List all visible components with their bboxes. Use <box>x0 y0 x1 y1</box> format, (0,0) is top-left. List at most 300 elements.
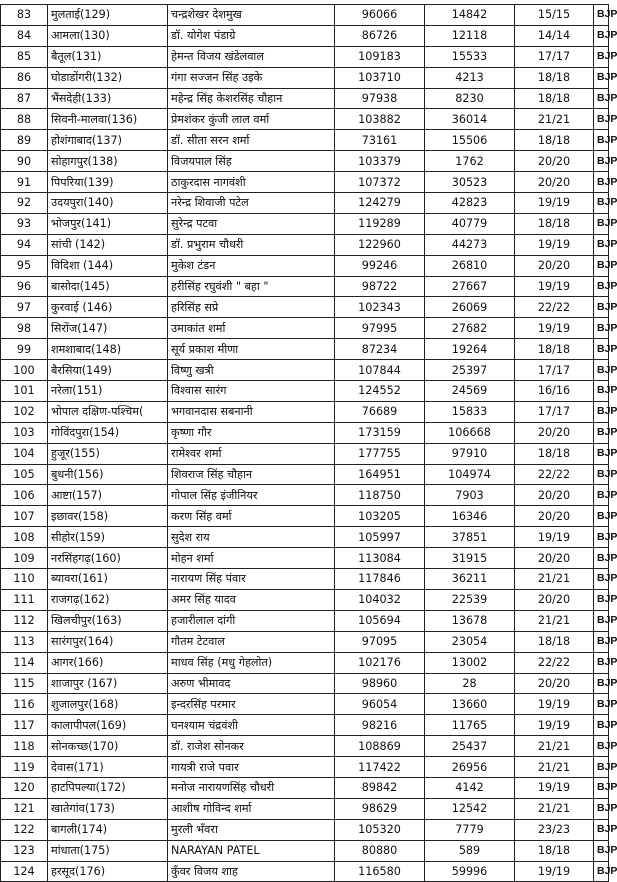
serial-number-cell: 94 <box>1 234 48 255</box>
table-row <box>1 840 609 861</box>
candidate-cell: डॉ. राजेश सोनकर <box>168 736 335 757</box>
table-row <box>1 527 609 548</box>
candidate-cell: भगवानदास सबनानी <box>168 401 335 422</box>
margin-cell: 27667 <box>425 276 515 297</box>
constituency-cell: बासोदा(145) <box>48 276 168 297</box>
party-cell: BJP <box>594 798 609 819</box>
table-row <box>1 757 609 778</box>
margin-cell: 4213 <box>425 67 515 88</box>
party-cell: BJP <box>594 736 609 757</box>
votes-cell: 124279 <box>335 193 425 214</box>
party-cell: BJP <box>594 130 609 151</box>
rounds-cell: 16/16 <box>515 381 594 402</box>
margin-cell: 11765 <box>425 715 515 736</box>
table-row <box>1 360 609 381</box>
votes-cell: 105320 <box>335 819 425 840</box>
margin-cell: 22539 <box>425 589 515 610</box>
margin-cell: 28 <box>425 673 515 694</box>
constituency-cell: कालापीपल(169) <box>48 715 168 736</box>
rounds-cell: 20/20 <box>515 422 594 443</box>
candidate-cell: हरीसिंह रघुवंशी " बहा " <box>168 276 335 297</box>
constituency-cell: सोहागपुर(138) <box>48 151 168 172</box>
constituency-cell: नरसिंहगढ़(160) <box>48 548 168 569</box>
rounds-cell: 19/19 <box>515 527 594 548</box>
results-table-body <box>1 5 617 882</box>
rounds-cell: 21/21 <box>515 569 594 590</box>
votes-cell: 102343 <box>335 297 425 318</box>
party-cell: BJP <box>594 694 609 715</box>
candidate-cell: विष्णु खत्री <box>168 360 335 381</box>
constituency-cell: कुरवाई (146) <box>48 297 168 318</box>
rounds-cell: 19/19 <box>515 234 594 255</box>
candidate-cell: चन्द्रशेखर देशमुख <box>168 5 335 26</box>
candidate-cell: मनोज नारायणसिंह चौधरी <box>168 777 335 798</box>
votes-cell: 107372 <box>335 172 425 193</box>
rounds-cell: 22/22 <box>515 464 594 485</box>
table-row <box>1 318 609 339</box>
party-cell: BJP <box>594 819 609 840</box>
candidate-cell: विश्वास सारंग <box>168 381 335 402</box>
serial-number-cell: 122 <box>1 819 48 840</box>
table-row <box>1 276 609 297</box>
votes-cell: 177755 <box>335 443 425 464</box>
margin-cell: 44273 <box>425 234 515 255</box>
constituency-cell: सीहोर(159) <box>48 527 168 548</box>
votes-cell: 87234 <box>335 339 425 360</box>
rounds-cell: 20/20 <box>515 485 594 506</box>
serial-number-cell: 90 <box>1 151 48 172</box>
margin-cell: 25437 <box>425 736 515 757</box>
rounds-cell: 19/19 <box>515 715 594 736</box>
party-cell: BJP <box>594 109 609 130</box>
party-cell: BJP <box>594 25 609 46</box>
constituency-cell: देवास(171) <box>48 757 168 778</box>
party-cell: BJP <box>594 234 609 255</box>
votes-cell: 89842 <box>335 777 425 798</box>
party-cell: BJP <box>594 46 609 67</box>
candidate-cell: सुरेन्द्र पटवा <box>168 213 335 234</box>
margin-cell: 26069 <box>425 297 515 318</box>
margin-cell: 24569 <box>425 381 515 402</box>
serial-number-cell: 103 <box>1 422 48 443</box>
constituency-cell: सोनकच्छ(170) <box>48 736 168 757</box>
table-row <box>1 109 609 130</box>
candidate-cell: मुरली भँवरा <box>168 819 335 840</box>
serial-number-cell: 108 <box>1 527 48 548</box>
serial-number-cell: 121 <box>1 798 48 819</box>
votes-cell: 117846 <box>335 569 425 590</box>
rounds-cell: 21/21 <box>515 109 594 130</box>
constituency-cell: ब्यावरा(161) <box>48 569 168 590</box>
constituency-cell: शमशाबाद(148) <box>48 339 168 360</box>
rounds-cell: 17/17 <box>515 360 594 381</box>
table-row <box>1 589 609 610</box>
constituency-cell: होशंगाबाद(137) <box>48 130 168 151</box>
rounds-cell: 18/18 <box>515 213 594 234</box>
serial-number-cell: 104 <box>1 443 48 464</box>
votes-cell: 109183 <box>335 46 425 67</box>
party-cell: BJP <box>594 172 609 193</box>
margin-cell: 8230 <box>425 88 515 109</box>
votes-cell: 103205 <box>335 506 425 527</box>
votes-cell: 118750 <box>335 485 425 506</box>
votes-cell: 86726 <box>335 25 425 46</box>
margin-cell: 36211 <box>425 569 515 590</box>
serial-number-cell: 114 <box>1 652 48 673</box>
candidate-cell: ठाकुरदास नागवंशी <box>168 172 335 193</box>
rounds-cell: 18/18 <box>515 443 594 464</box>
table-row <box>1 297 609 318</box>
rounds-cell: 21/21 <box>515 610 594 631</box>
candidate-cell: गायत्री राजे पवार <box>168 757 335 778</box>
votes-cell: 105694 <box>335 610 425 631</box>
serial-number-cell: 83 <box>1 5 48 26</box>
table-row <box>1 5 609 26</box>
margin-cell: 13002 <box>425 652 515 673</box>
margin-cell: 589 <box>425 840 515 861</box>
serial-number-cell: 85 <box>1 46 48 67</box>
votes-cell: 103710 <box>335 67 425 88</box>
candidate-cell: मुकेश टंडन <box>168 255 335 276</box>
rounds-cell: 20/20 <box>515 548 594 569</box>
serial-number-cell: 89 <box>1 130 48 151</box>
margin-cell: 36014 <box>425 109 515 130</box>
margin-cell: 30523 <box>425 172 515 193</box>
serial-number-cell: 95 <box>1 255 48 276</box>
constituency-cell: आमला(130) <box>48 25 168 46</box>
margin-cell: 104974 <box>425 464 515 485</box>
votes-cell: 104032 <box>335 589 425 610</box>
party-cell: BJP <box>594 757 609 778</box>
constituency-cell: सिरोंज(147) <box>48 318 168 339</box>
serial-number-cell: 101 <box>1 381 48 402</box>
serial-number-cell: 105 <box>1 464 48 485</box>
rounds-cell: 18/18 <box>515 631 594 652</box>
constituency-cell: विदिशा (144) <box>48 255 168 276</box>
constituency-cell: राजगढ़(162) <box>48 589 168 610</box>
serial-number-cell: 97 <box>1 297 48 318</box>
margin-cell: 59996 <box>425 861 515 882</box>
constituency-cell: हरसूद(176) <box>48 861 168 882</box>
party-cell: BJP <box>594 715 609 736</box>
rounds-cell: 19/19 <box>515 193 594 214</box>
rounds-cell: 18/18 <box>515 88 594 109</box>
party-cell: BJP <box>594 318 609 339</box>
table-row <box>1 715 609 736</box>
rounds-cell: 21/21 <box>515 757 594 778</box>
votes-cell: 124552 <box>335 381 425 402</box>
votes-cell: 98629 <box>335 798 425 819</box>
margin-cell: 15533 <box>425 46 515 67</box>
table-row <box>1 569 609 590</box>
party-cell: BJP <box>594 673 609 694</box>
votes-cell: 98216 <box>335 715 425 736</box>
party-cell: BJP <box>594 255 609 276</box>
serial-number-cell: 113 <box>1 631 48 652</box>
table-row <box>1 798 609 819</box>
party-cell: BJP <box>594 67 609 88</box>
table-row <box>1 151 609 172</box>
constituency-cell: गोविंदपुरा(154) <box>48 422 168 443</box>
margin-cell: 13678 <box>425 610 515 631</box>
margin-cell: 19264 <box>425 339 515 360</box>
serial-number-cell: 117 <box>1 715 48 736</box>
serial-number-cell: 98 <box>1 318 48 339</box>
rounds-cell: 18/18 <box>515 130 594 151</box>
table-row <box>1 464 609 485</box>
margin-cell: 106668 <box>425 422 515 443</box>
party-cell: BJP <box>594 464 609 485</box>
party-cell: BJP <box>594 610 609 631</box>
party-cell: BJP <box>594 5 609 26</box>
party-cell: BJP <box>594 652 609 673</box>
table-row <box>1 548 609 569</box>
constituency-cell: भोपाल दक्षिण-पश्चिम( <box>48 401 168 422</box>
candidate-cell: मोहन शर्मा <box>168 548 335 569</box>
table-row <box>1 506 609 527</box>
party-cell: BJP <box>594 193 609 214</box>
table-row <box>1 861 609 882</box>
votes-cell: 97938 <box>335 88 425 109</box>
votes-cell: 76689 <box>335 401 425 422</box>
votes-cell: 108869 <box>335 736 425 757</box>
rounds-cell: 23/23 <box>515 819 594 840</box>
party-cell: BJP <box>594 485 609 506</box>
constituency-cell: बैतूल(131) <box>48 46 168 67</box>
rounds-cell: 19/19 <box>515 861 594 882</box>
votes-cell: 164951 <box>335 464 425 485</box>
candidate-cell: हेमन्त विजय खंडेलवाल <box>168 46 335 67</box>
constituency-cell: भोजपुर(141) <box>48 213 168 234</box>
serial-number-cell: 88 <box>1 109 48 130</box>
serial-number-cell: 112 <box>1 610 48 631</box>
votes-cell: 107844 <box>335 360 425 381</box>
rounds-cell: 19/19 <box>515 777 594 798</box>
serial-number-cell: 96 <box>1 276 48 297</box>
table-row <box>1 485 609 506</box>
rounds-cell: 19/19 <box>515 318 594 339</box>
constituency-cell: बैरसिया(149) <box>48 360 168 381</box>
table-row <box>1 736 609 757</box>
margin-cell: 27682 <box>425 318 515 339</box>
candidate-cell: गौतम टेटवाल <box>168 631 335 652</box>
rounds-cell: 15/15 <box>515 5 594 26</box>
votes-cell: 119289 <box>335 213 425 234</box>
party-cell: BJP <box>594 422 609 443</box>
party-cell: BJP <box>594 151 609 172</box>
margin-cell: 1762 <box>425 151 515 172</box>
party-cell: BJP <box>594 213 609 234</box>
constituency-cell: खिलचीपुर(163) <box>48 610 168 631</box>
candidate-cell: सूर्य प्रकाश मीणा <box>168 339 335 360</box>
serial-number-cell: 84 <box>1 25 48 46</box>
constituency-cell: आगर(166) <box>48 652 168 673</box>
margin-cell: 16346 <box>425 506 515 527</box>
margin-cell: 40779 <box>425 213 515 234</box>
table-row <box>1 234 609 255</box>
serial-number-cell: 115 <box>1 673 48 694</box>
table-row <box>1 88 609 109</box>
rounds-cell: 19/19 <box>515 694 594 715</box>
serial-number-cell: 109 <box>1 548 48 569</box>
party-cell: BJP <box>594 443 609 464</box>
candidate-cell: नरेन्द्र शिवाजी पटेल <box>168 193 335 214</box>
margin-cell: 42823 <box>425 193 515 214</box>
serial-number-cell: 116 <box>1 694 48 715</box>
margin-cell: 13660 <box>425 694 515 715</box>
table-row <box>1 819 609 840</box>
party-cell: BJP <box>594 88 609 109</box>
table-row <box>1 172 609 193</box>
serial-number-cell: 111 <box>1 589 48 610</box>
constituency-cell: घोडाडोंगरी(132) <box>48 67 168 88</box>
party-cell: BJP <box>594 297 609 318</box>
serial-number-cell: 100 <box>1 360 48 381</box>
votes-cell: 96054 <box>335 694 425 715</box>
serial-number-cell: 102 <box>1 401 48 422</box>
rounds-cell: 14/14 <box>515 25 594 46</box>
candidate-cell: कुँवर विजय शाह <box>168 861 335 882</box>
party-cell: BJP <box>594 527 609 548</box>
margin-cell: 15506 <box>425 130 515 151</box>
constituency-cell: सारंगपुर(164) <box>48 631 168 652</box>
rounds-cell: 17/17 <box>515 401 594 422</box>
rounds-cell: 21/21 <box>515 798 594 819</box>
party-cell: BJP <box>594 569 609 590</box>
candidate-cell: इन्दरसिंह परमार <box>168 694 335 715</box>
votes-cell: 122960 <box>335 234 425 255</box>
candidate-cell: प्रेमशंकर कुंजी लाल वर्मा <box>168 109 335 130</box>
constituency-cell: हुजूर(155) <box>48 443 168 464</box>
table-row <box>1 130 609 151</box>
rounds-cell: 20/20 <box>515 589 594 610</box>
party-cell: BJP <box>594 589 609 610</box>
margin-cell: 15833 <box>425 401 515 422</box>
candidate-cell: सुदेश राय <box>168 527 335 548</box>
candidate-cell: हजारीलाल दांगी <box>168 610 335 631</box>
votes-cell: 97095 <box>335 631 425 652</box>
table-row <box>1 631 609 652</box>
votes-cell: 102176 <box>335 652 425 673</box>
votes-cell: 99246 <box>335 255 425 276</box>
candidate-cell: घनश्याम चंद्रवंशी <box>168 715 335 736</box>
constituency-cell: सिवनी-मालवा(136) <box>48 109 168 130</box>
votes-cell: 98722 <box>335 276 425 297</box>
table-row <box>1 381 609 402</box>
candidate-cell: नारायण सिंह पंवार <box>168 569 335 590</box>
rounds-cell: 21/21 <box>515 736 594 757</box>
rounds-cell: 18/18 <box>515 840 594 861</box>
margin-cell: 14842 <box>425 5 515 26</box>
serial-number-cell: 119 <box>1 757 48 778</box>
party-cell: BJP <box>594 360 609 381</box>
constituency-cell: मांधाता(175) <box>48 840 168 861</box>
candidate-cell: हरिसिंह सप्रे <box>168 297 335 318</box>
party-cell: BJP <box>594 506 609 527</box>
votes-cell: 96066 <box>335 5 425 26</box>
party-cell: BJP <box>594 777 609 798</box>
table-row <box>1 25 609 46</box>
rounds-cell: 22/22 <box>515 297 594 318</box>
table-row <box>1 193 609 214</box>
constituency-cell: सांची (142) <box>48 234 168 255</box>
table-row <box>1 777 609 798</box>
candidate-cell: अमर सिंह यादव <box>168 589 335 610</box>
votes-cell: 117422 <box>335 757 425 778</box>
margin-cell: 37851 <box>425 527 515 548</box>
table-row <box>1 213 609 234</box>
constituency-cell: खातेगांव(173) <box>48 798 168 819</box>
rounds-cell: 20/20 <box>515 172 594 193</box>
serial-number-cell: 118 <box>1 736 48 757</box>
rounds-cell: 20/20 <box>515 506 594 527</box>
table-row <box>1 339 609 360</box>
rounds-cell: 20/20 <box>515 151 594 172</box>
table-row <box>1 67 609 88</box>
votes-cell: 80880 <box>335 840 425 861</box>
constituency-cell: बुधनी(156) <box>48 464 168 485</box>
margin-cell: 7779 <box>425 819 515 840</box>
table-row <box>1 443 609 464</box>
rounds-cell: 17/17 <box>515 46 594 67</box>
candidate-cell: कृष्णा गौर <box>168 422 335 443</box>
candidate-cell: गंगा सज्जन सिंह उइके <box>168 67 335 88</box>
constituency-cell: बागली(174) <box>48 819 168 840</box>
party-cell: BJP <box>594 631 609 652</box>
table-row <box>1 610 609 631</box>
serial-number-cell: 107 <box>1 506 48 527</box>
margin-cell: 31915 <box>425 548 515 569</box>
margin-cell: 25397 <box>425 360 515 381</box>
votes-cell: 103882 <box>335 109 425 130</box>
party-cell: BJP <box>594 401 609 422</box>
margin-cell: 26810 <box>425 255 515 276</box>
candidate-cell: शिवराज सिंह चौहान <box>168 464 335 485</box>
serial-number-cell: 110 <box>1 569 48 590</box>
table-row <box>1 652 609 673</box>
party-cell: BJP <box>594 840 609 861</box>
table-row <box>1 46 609 67</box>
margin-cell: 26956 <box>425 757 515 778</box>
constituency-cell: मुलताई(129) <box>48 5 168 26</box>
constituency-cell: शाजापुर (167) <box>48 673 168 694</box>
table-row <box>1 694 609 715</box>
constituency-cell: इछावर(158) <box>48 506 168 527</box>
table-row <box>1 673 609 694</box>
table-row <box>1 422 609 443</box>
serial-number-cell: 92 <box>1 193 48 214</box>
margin-cell: 7903 <box>425 485 515 506</box>
candidate-cell: आशीष गोविन्द शर्मा <box>168 798 335 819</box>
candidate-cell: महेन्द्र सिंह केशरसिंह चौहान <box>168 88 335 109</box>
serial-number-cell: 106 <box>1 485 48 506</box>
margin-cell: 12542 <box>425 798 515 819</box>
results-table <box>0 4 617 882</box>
constituency-cell: उदयपुरा(140) <box>48 193 168 214</box>
candidate-cell: डॉ. प्रभुराम चौधरी <box>168 234 335 255</box>
votes-cell: 97995 <box>335 318 425 339</box>
constituency-cell: आष्टा(157) <box>48 485 168 506</box>
serial-number-cell: 123 <box>1 840 48 861</box>
serial-number-cell: 120 <box>1 777 48 798</box>
candidate-cell: NARAYAN PATEL <box>168 840 335 861</box>
margin-cell: 23054 <box>425 631 515 652</box>
votes-cell: 98960 <box>335 673 425 694</box>
party-cell: BJP <box>594 861 609 882</box>
constituency-cell: नरेला(151) <box>48 381 168 402</box>
margin-cell: 97910 <box>425 443 515 464</box>
rounds-cell: 20/20 <box>515 673 594 694</box>
